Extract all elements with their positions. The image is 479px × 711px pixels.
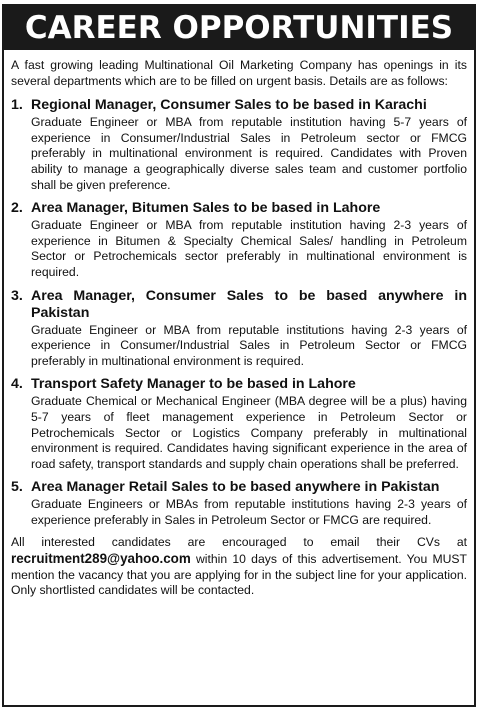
page-title: CAREER OPPORTUNITIES (4, 6, 474, 50)
job-listing-4 (11, 376, 467, 472)
job-title-text: Area Manager Retail Sales to be based anywhere in Pakistan (31, 479, 440, 496)
job-title (11, 200, 467, 217)
job-listing-1 (11, 97, 467, 193)
job-number: 5. (11, 479, 23, 496)
job-description: Graduate Engineer or MBA from reputable institutions having 2-3 years of experience in Consumer/Industrial Sales in Petroleum Sector or FMCG preferably in multinational environment is required. (31, 322, 467, 368)
job-number: 3. (11, 287, 23, 304)
intro-paragraph: A fast growing leading Multinational Oil Marketing Company has openings in its several departments which are to be filled on urgent basis. Details are as follows: (11, 58, 467, 88)
job-description: Graduate Engineer or MBA from reputable institution having 2-3 years of experience in Bitumen & Specialty Chemical Sales/ handling in Petroleum Sector or Petrochemicals sector preferably in multinational environment is required. (31, 218, 467, 279)
job-description: Graduate Engineers or MBAs from reputable institutions having 2-3 years of experience preferably in Sales in Petroleum Sector or FMCG are required. (31, 497, 467, 527)
job-title (11, 97, 467, 114)
job-title-text: Transport Safety Manager to be based in Lahore (31, 376, 356, 393)
job-number: 2. (11, 200, 23, 217)
job-description: Graduate Engineer or MBA from reputable institution having 5-7 years of experience in Consumer/Industrial Sales in Petroleum sector or FMCG preferably in multinational environment is required. Candidates with Proven ability to manage a geographically diverse sales team and customer portfolio shall be given preference. (31, 115, 467, 192)
job-advertisement (2, 4, 476, 707)
job-description: Graduate Chemical or Mechanical Engineer (MBA degree will be a plus) having 5-7 years of fleet management experience in Petroleum Sector or Petrochemicals Sector or Logistics Company preferably in multinational environment is required. Candidates having significant experience in the area of road safety, transport standards and supply chain operations shall be preferred. (31, 394, 467, 471)
job-listing-3 (11, 288, 467, 370)
job-number: 4. (11, 376, 23, 393)
job-title-text: Regional Manager, Consumer Sales to be based in Karachi (31, 97, 427, 114)
job-title (11, 376, 467, 393)
closing-paragraph (11, 535, 467, 598)
job-listing-5 (11, 479, 467, 528)
job-listing-2 (11, 200, 467, 280)
email-address[interactable]: recruitment289@yahoo.com (11, 551, 191, 567)
job-title-text: Area Manager, Consumer Sales to be based anywhere in Pakistan (31, 287, 467, 321)
closing-text: All interested candidates are encouraged to email their CVs at (11, 535, 467, 550)
job-title (11, 288, 467, 322)
closing-text-continued: within 10 days of this advertisement. You MUST mention the vacancy that you are applying for in the subject line for your application. Only shortlisted candidates will be contacted. (11, 552, 467, 598)
ad-content (4, 50, 474, 599)
job-number: 1. (11, 97, 23, 114)
job-title-text: Area Manager, Bitumen Sales to be based in Lahore (31, 200, 381, 217)
job-title (11, 479, 467, 496)
